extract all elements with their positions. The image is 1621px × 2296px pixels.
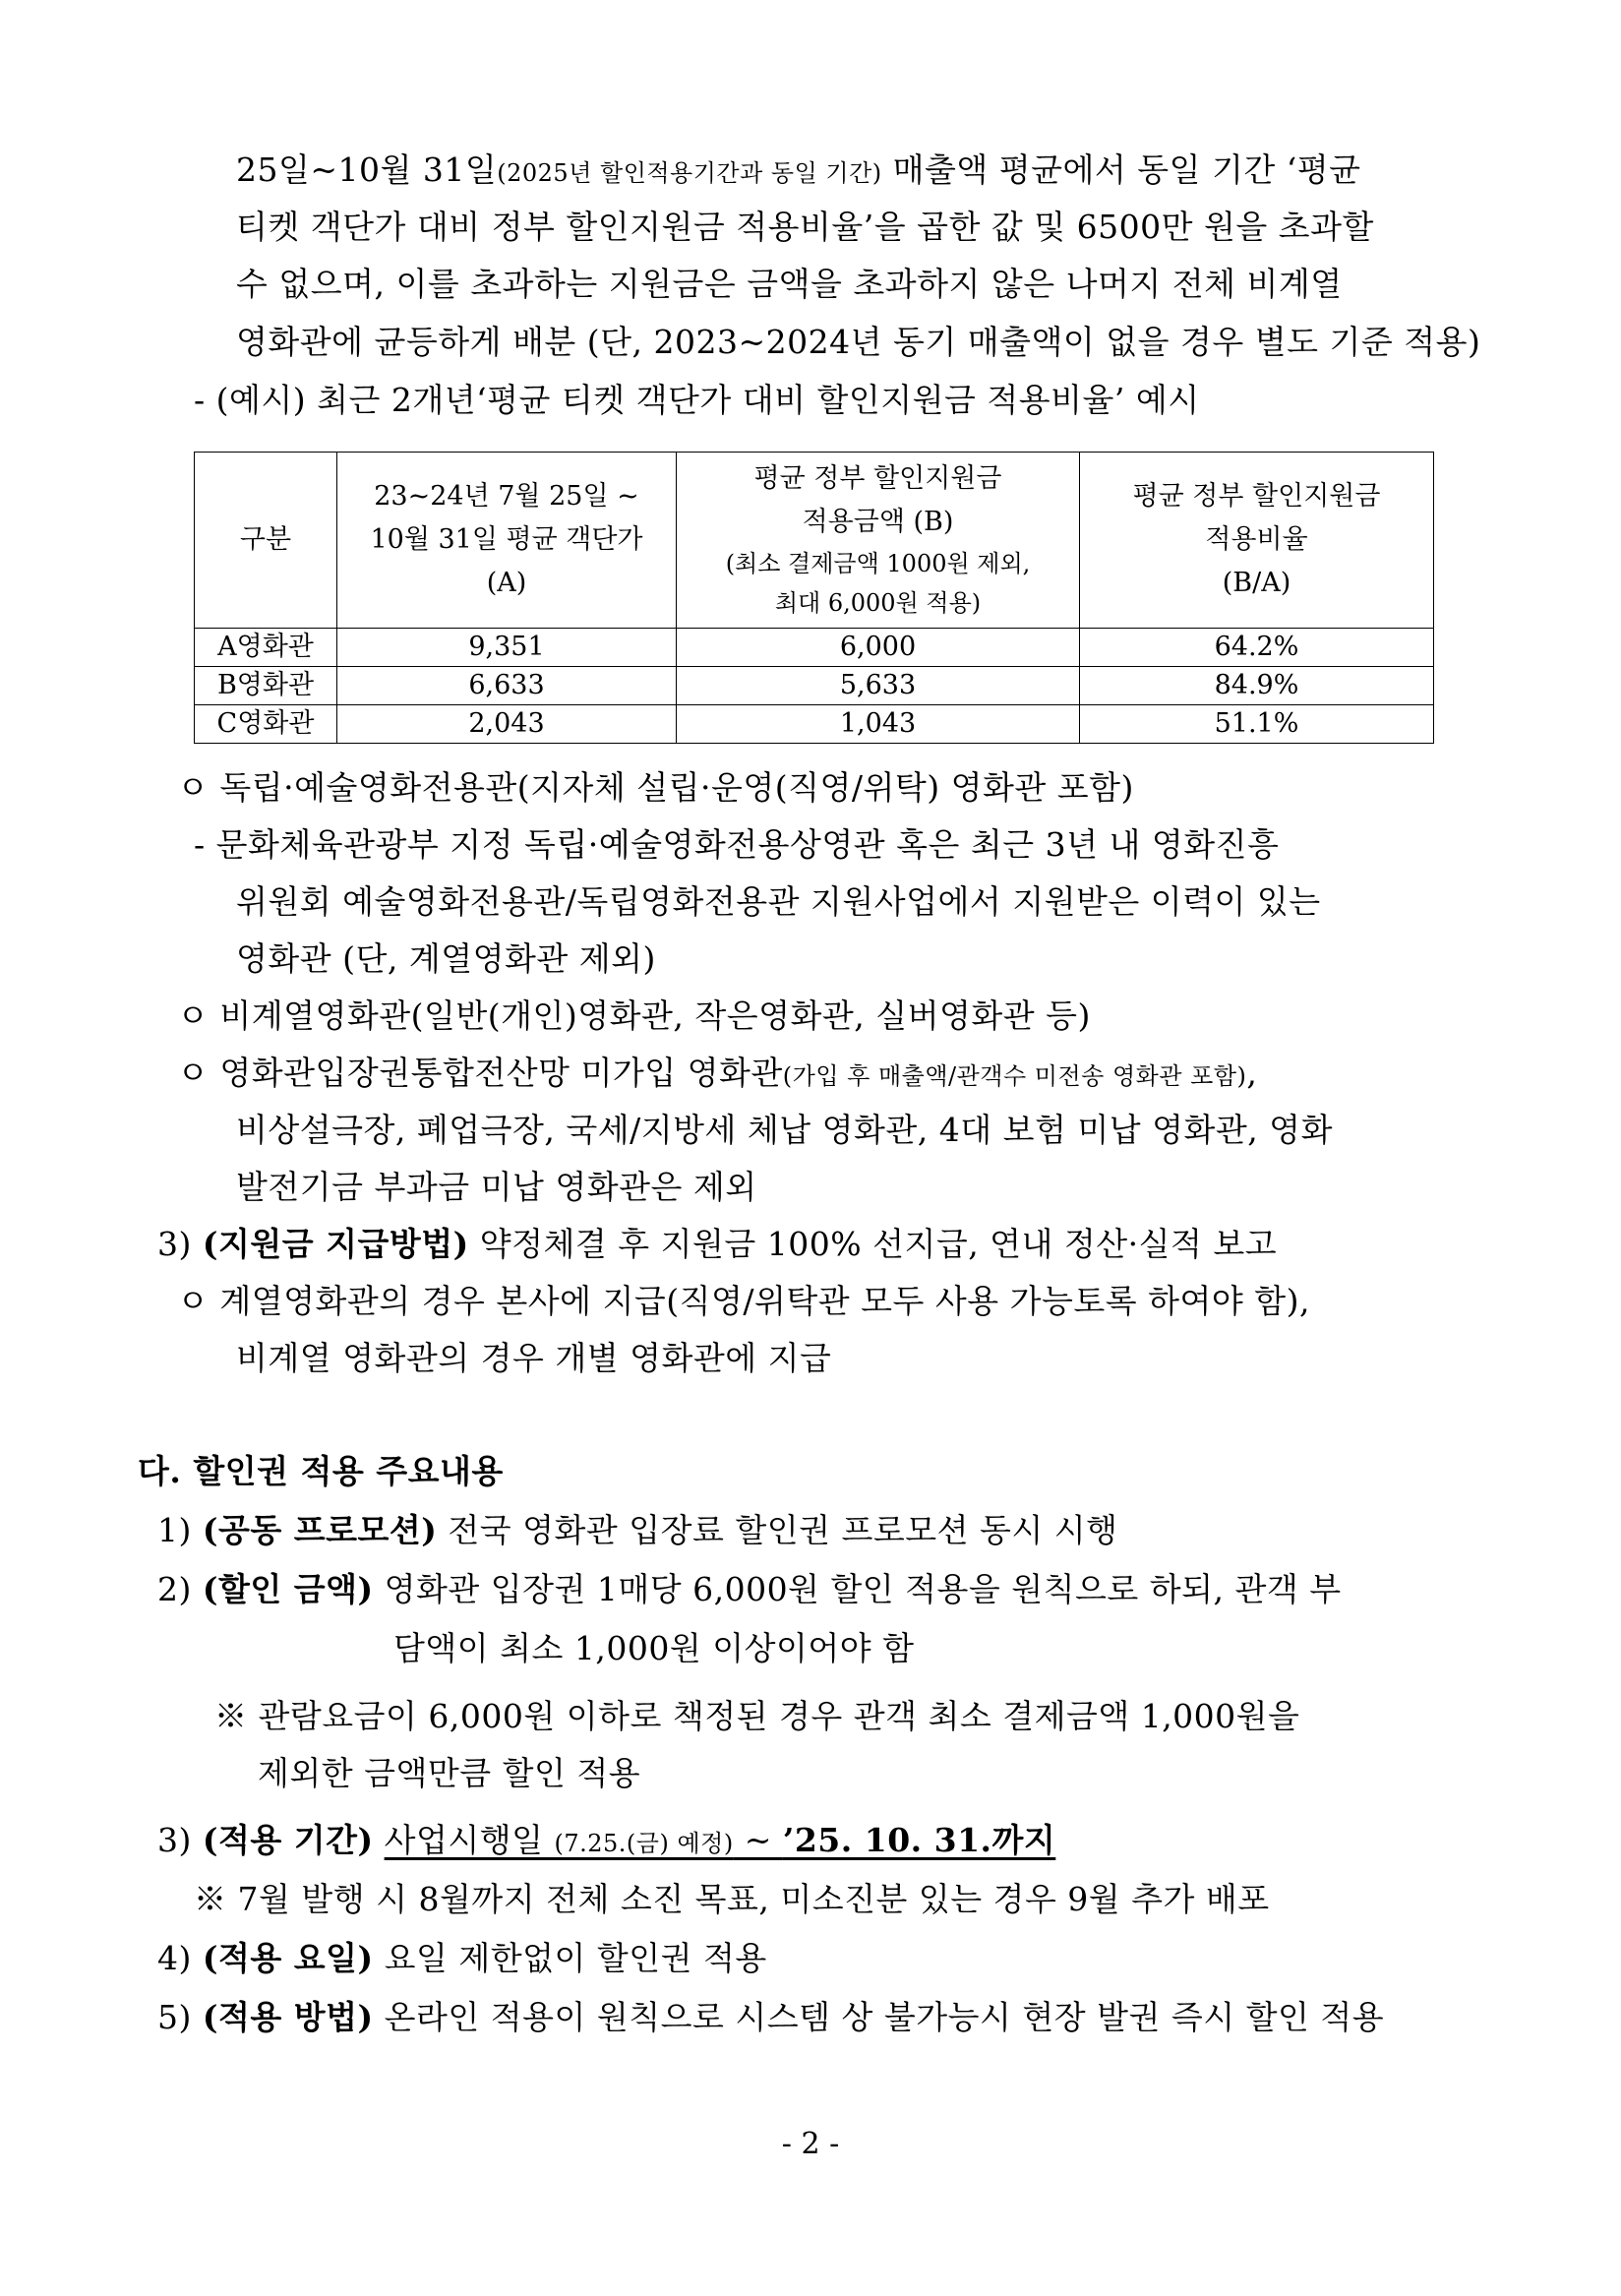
item-label: (적용 방법) bbox=[202, 1998, 374, 2036]
header-support-amount bbox=[677, 453, 1080, 629]
cell-avg-price: 2,043 bbox=[337, 705, 677, 744]
item-period bbox=[157, 1820, 1055, 1864]
bullet-exclusions-line-3: 발전기금 부과금 미납 영화관은 제외 bbox=[236, 1168, 757, 1206]
item-label: (할인 금액) bbox=[202, 1570, 374, 1608]
item-number: 2) bbox=[157, 1570, 203, 1608]
item-text: 약정체결 후 지원금 100% 선지급, 연내 정산·실적 보고 bbox=[468, 1225, 1278, 1263]
cell-name: C영화관 bbox=[195, 705, 337, 744]
cell-name: B영화관 bbox=[195, 667, 337, 705]
bullet-text: ㅇ 영화관입장권통합전산망 미가입 영화관 bbox=[177, 1054, 783, 1092]
note-discount-line-2: 제외한 금액만큼 할인 적용 bbox=[258, 1754, 641, 1792]
table-header-row bbox=[195, 453, 1434, 629]
period-small-text: (7.25.(금) 예정) bbox=[554, 1830, 734, 1857]
note-issue: ※ 7월 발행 시 8월까지 전체 소진 목표, 미소진분 있는 경우 9월 추가 배포 bbox=[194, 1880, 1270, 1918]
item-text: 전국 영화관 입장료 할인권 프로모션 동시 시행 bbox=[437, 1511, 1118, 1549]
header-line: 적용비율 bbox=[1205, 524, 1308, 555]
para-line-4: 영화관에 균등하게 배분 (단, 2023~2024년 동기 매출액이 없을 경우 별도 기준 적용) bbox=[236, 323, 1481, 361]
cell-avg-price: 6,633 bbox=[337, 667, 677, 705]
item-discount-amount bbox=[157, 1569, 1342, 1610]
item-joint-promotion bbox=[157, 1510, 1117, 1551]
header-line: (A) bbox=[486, 568, 527, 598]
item-number: 3) bbox=[157, 1225, 203, 1263]
item-discount-amount-line-2: 담액이 최소 1,000원 이상이어야 함 bbox=[393, 1629, 915, 1667]
table-row bbox=[195, 705, 1434, 744]
header-line: 평균 정부 할인지원금 bbox=[1132, 481, 1381, 512]
item-label: (공동 프로모션) bbox=[202, 1511, 438, 1549]
para-small-text: (2025년 할인적용기간과 동일 기간) bbox=[497, 159, 882, 187]
bullet-indie-theaters: ㅇ 독립·예술영화전용관(지자체 설립·운영(직영/위탁) 영화관 포함) bbox=[177, 768, 1134, 807]
table-row bbox=[195, 667, 1434, 705]
ratio-table bbox=[194, 452, 1434, 744]
header-division: 구분 bbox=[195, 453, 337, 629]
header-line: (B/A) bbox=[1222, 568, 1291, 598]
period-text: 사업시행일 bbox=[384, 1821, 555, 1859]
dash-item-line-3: 영화관 (단, 계열영화관 제외) bbox=[236, 939, 656, 978]
item-number: 5) bbox=[157, 1998, 203, 2036]
cell-ratio: 84.9% bbox=[1080, 667, 1434, 705]
header-avg-price bbox=[337, 453, 677, 629]
period-text: ~ bbox=[733, 1821, 783, 1859]
item-text: 온라인 적용이 원칙으로 시스템 상 불가능시 현장 발권 즉시 할인 적용 bbox=[373, 1998, 1385, 2036]
bullet-payment-line-1: ㅇ 계열영화관의 경우 본사에 지급(직영/위탁관 모두 사용 가능토록 하여야 함), bbox=[177, 1282, 1310, 1320]
item-method bbox=[157, 1997, 1384, 2038]
dash-item-line-1: - 문화체육관광부 지정 독립·예술영화전용상영관 혹은 최근 3년 내 영화진흥 bbox=[194, 825, 1280, 864]
item-number: 4) bbox=[157, 1939, 203, 1977]
item-days bbox=[157, 1938, 767, 1979]
bullet-payment-line-2: 비계열 영화관의 경우 개별 영화관에 지급 bbox=[236, 1339, 832, 1377]
bullet-exclusions-line-1 bbox=[177, 1053, 1257, 1097]
header-line: 10월 31일 평균 객단가 bbox=[370, 524, 643, 555]
para-line-3: 수 없으며, 이를 초과하는 지원금은 금액을 초과하지 않은 나머지 전체 비계열 bbox=[236, 265, 1343, 303]
item-text: 요일 제한없이 할인권 적용 bbox=[373, 1939, 767, 1977]
table-row bbox=[195, 629, 1434, 667]
item-number: 3) bbox=[157, 1821, 203, 1859]
cell-support-amount: 1,043 bbox=[677, 705, 1080, 744]
cell-ratio: 64.2% bbox=[1080, 629, 1434, 667]
para-text: 25일~10월 31일 bbox=[236, 151, 498, 189]
period-underlined bbox=[385, 1821, 1056, 1859]
item-label: (적용 요일) bbox=[202, 1939, 374, 1977]
note-discount-line-1: ※ 관람요금이 6,000원 이하로 책정된 경우 관객 최소 결제금액 1,000원을 bbox=[214, 1697, 1300, 1735]
header-line: 적용금액 (B) bbox=[802, 507, 954, 537]
cell-support-amount: 5,633 bbox=[677, 667, 1080, 705]
bullet-text: , bbox=[1246, 1054, 1258, 1092]
cell-avg-price: 9,351 bbox=[337, 629, 677, 667]
page-number: - 2 - bbox=[781, 2127, 840, 2161]
para-line-1 bbox=[236, 150, 1361, 194]
bullet-exclusions-line-2: 비상설극장, 폐업극장, 국세/지방세 체납 영화관, 4대 보험 미납 영화관, 영화 bbox=[236, 1111, 1333, 1149]
item-label: (적용 기간) bbox=[202, 1821, 374, 1859]
item-payment-method bbox=[157, 1224, 1277, 1265]
example-heading: - (예시) 최근 2개년‘평균 티켓 객단가 대비 할인지원금 적용비율’ 예시 bbox=[194, 381, 1200, 419]
item-text: 영화관 입장권 1매당 6,000원 할인 적용을 원칙으로 하되, 관객 부 bbox=[373, 1570, 1342, 1608]
cell-name: A영화관 bbox=[195, 629, 337, 667]
item-label: (지원금 지급방법) bbox=[202, 1225, 469, 1263]
para-text: 매출액 평균에서 동일 기간 ‘평균 bbox=[881, 151, 1361, 189]
bullet-non-affiliated: ㅇ 비계열영화관(일반(개인)영화관, 작은영화관, 실버영화관 등) bbox=[177, 997, 1091, 1035]
header-line: 평균 정부 할인지원금 bbox=[753, 463, 1002, 494]
cell-support-amount: 6,000 bbox=[677, 629, 1080, 667]
period-end: ’25. 10. 31.까지 bbox=[782, 1821, 1056, 1859]
header-line: (최소 결제금액 1000원 제외, bbox=[725, 550, 1031, 577]
para-line-2: 티켓 객단가 대비 정부 할인지원금 적용비율’을 곱한 값 및 6500만 원을 초과할 bbox=[236, 208, 1374, 246]
item-number: 1) bbox=[157, 1511, 203, 1549]
bullet-small-text: (가입 후 매출액/관객수 미전송 영화관 포함) bbox=[782, 1062, 1247, 1090]
dash-item-line-2: 위원회 예술영화전용관/독립영화전용관 지원사업에서 지원받은 이력이 있는 bbox=[236, 882, 1321, 921]
header-support-ratio bbox=[1080, 453, 1434, 629]
header-line: 최대 6,000원 적용) bbox=[774, 589, 982, 617]
cell-ratio: 51.1% bbox=[1080, 705, 1434, 744]
header-line: 23~24년 7월 25일 ~ bbox=[374, 481, 639, 512]
section-title: 다. 할인권 적용 주요내용 bbox=[138, 1452, 504, 1490]
